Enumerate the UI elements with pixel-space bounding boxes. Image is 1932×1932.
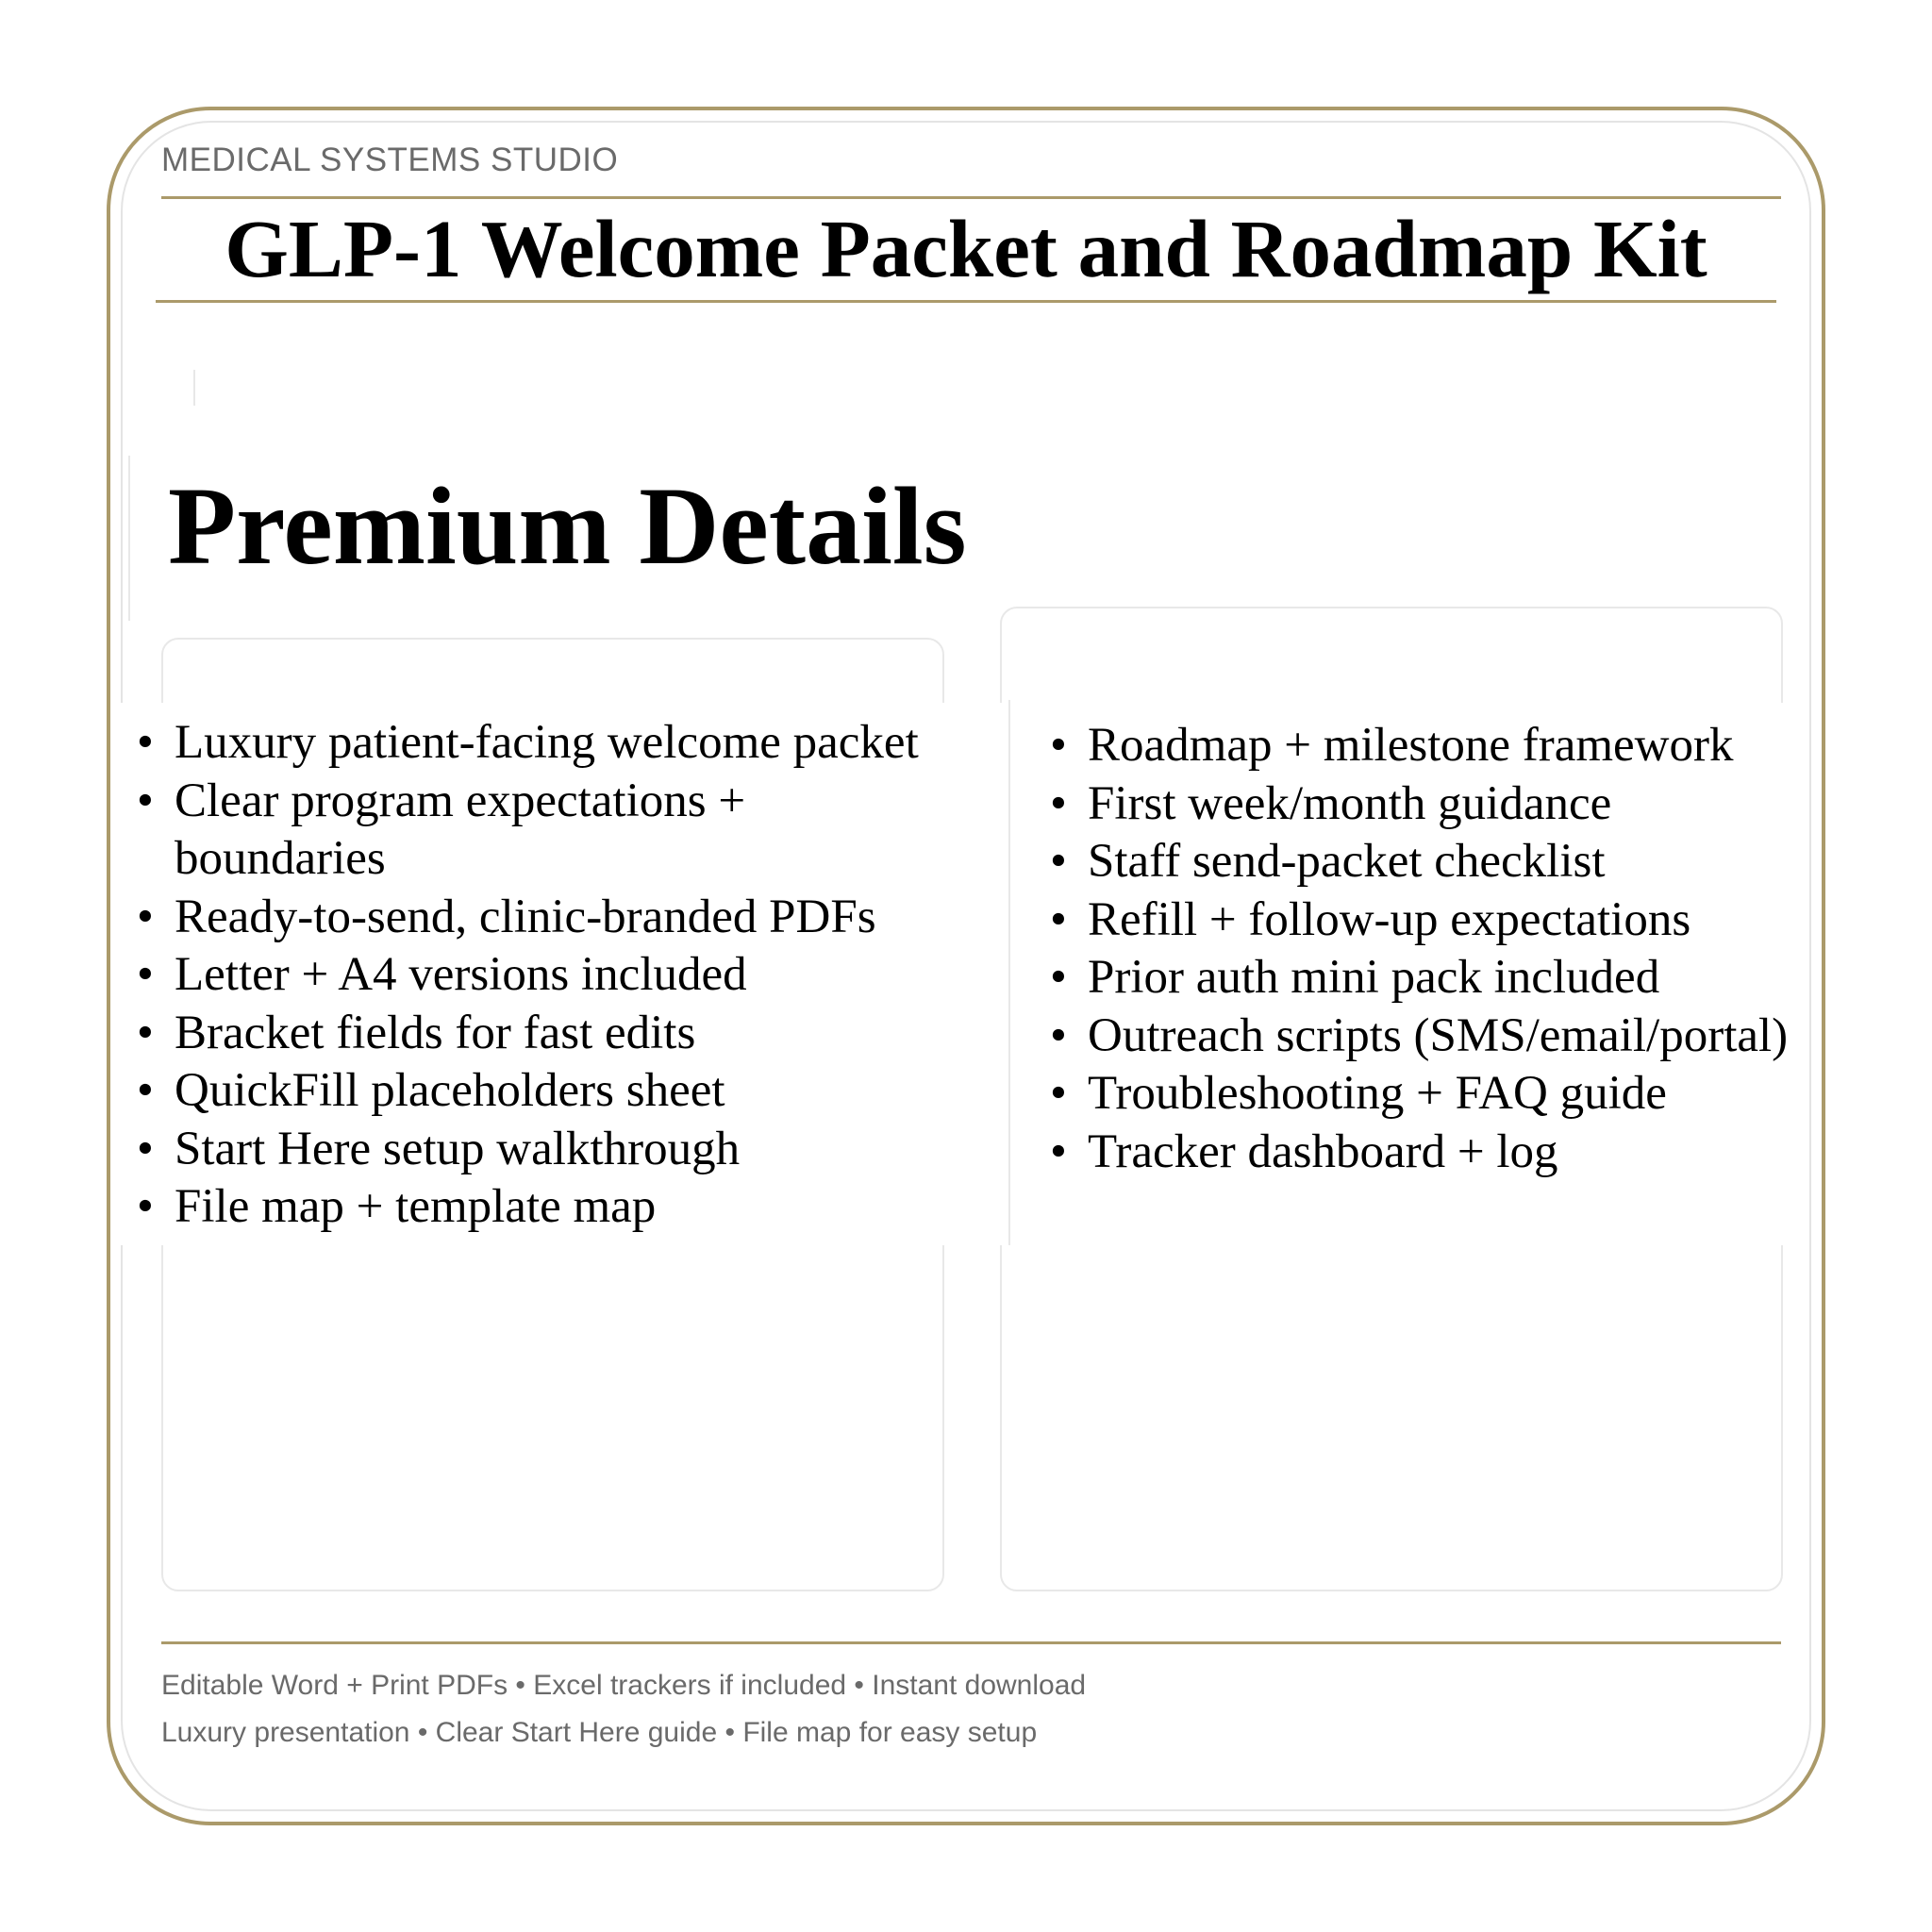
list-item-text: Roadmap + milestone framework <box>1088 719 1734 772</box>
list-item-text: Ready-to-send, clinic-branded PDFs <box>175 890 876 943</box>
feature-list-left <box>135 714 1012 1237</box>
bullet-icon: • <box>1050 1008 1067 1062</box>
list-item <box>1048 949 1822 1008</box>
list-item <box>1048 1124 1822 1182</box>
bullet-icon: • <box>137 890 154 943</box>
bullet-icon: • <box>137 1122 154 1175</box>
decorative-stub <box>193 370 195 406</box>
bullet-icon: • <box>137 716 154 769</box>
list-item-text: Prior auth mini pack included <box>1088 951 1660 1004</box>
bullet-icon: • <box>137 774 154 827</box>
list-item-text: QuickFill placeholders sheet <box>175 1064 725 1117</box>
list-item <box>135 1062 1012 1121</box>
page-title: GLP-1 Welcome Packet and Roadmap Kit <box>225 203 1707 294</box>
list-item-text: Outreach scripts (SMS/email/portal) <box>1088 1008 1789 1062</box>
bullet-icon: • <box>1050 835 1067 888</box>
list-item <box>1048 891 1822 950</box>
list-item-text: Bracket fields for fast edits <box>175 1006 696 1059</box>
list-item <box>1048 833 1822 891</box>
footer-line-2: Luxury presentation • Clear Start Here guide • File map for easy setup <box>161 1717 1038 1748</box>
list-item-text: Staff send-packet checklist <box>1088 835 1606 888</box>
title-divider <box>156 300 1776 303</box>
list-item-text: Letter + A4 versions included <box>175 948 747 1001</box>
list-item-text: Luxury patient-facing welcome packet <box>175 716 919 769</box>
bullet-icon: • <box>137 1064 154 1117</box>
list-item-text: Troubleshooting + FAQ guide <box>1088 1067 1667 1120</box>
list-item <box>1048 1008 1822 1066</box>
feature-list-right <box>1048 717 1822 1181</box>
bullet-icon: • <box>1050 1067 1067 1120</box>
decorative-stub <box>128 456 130 621</box>
footer-line-1: Editable Word + Print PDFs • Excel trackers if included • Instant download <box>161 1670 1087 1701</box>
bullet-icon: • <box>1050 776 1067 830</box>
list-item <box>135 946 1012 1005</box>
bullet-icon: • <box>137 1006 154 1059</box>
section-heading: Premium Details <box>168 464 967 588</box>
list-item <box>1048 717 1822 775</box>
list-item <box>1048 1065 1822 1124</box>
list-item-text: Clear program expectations + boundaries <box>175 774 746 885</box>
bullet-icon: • <box>1050 892 1067 946</box>
list-item <box>135 1005 1012 1063</box>
list-item-text: Tracker dashboard + log <box>1088 1124 1558 1178</box>
list-item-text: File map + template map <box>175 1180 657 1233</box>
list-item <box>1048 775 1822 834</box>
list-item <box>135 889 1012 947</box>
bullet-icon: • <box>1050 951 1067 1004</box>
bullet-icon: • <box>1050 1124 1067 1178</box>
list-item <box>135 1178 1012 1237</box>
footer-divider <box>161 1641 1781 1644</box>
list-item-text: First week/month guidance <box>1088 776 1612 830</box>
bullet-icon: • <box>1050 719 1067 772</box>
bullet-icon: • <box>137 948 154 1001</box>
list-item <box>135 773 891 889</box>
list-item <box>135 1121 1012 1179</box>
brand-name: MEDICAL SYSTEMS STUDIO <box>161 142 619 178</box>
bullet-icon: • <box>137 1180 154 1233</box>
list-item-text: Start Here setup walkthrough <box>175 1122 741 1175</box>
list-item <box>135 714 1012 773</box>
list-item-text: Refill + follow-up expectations <box>1088 892 1691 946</box>
